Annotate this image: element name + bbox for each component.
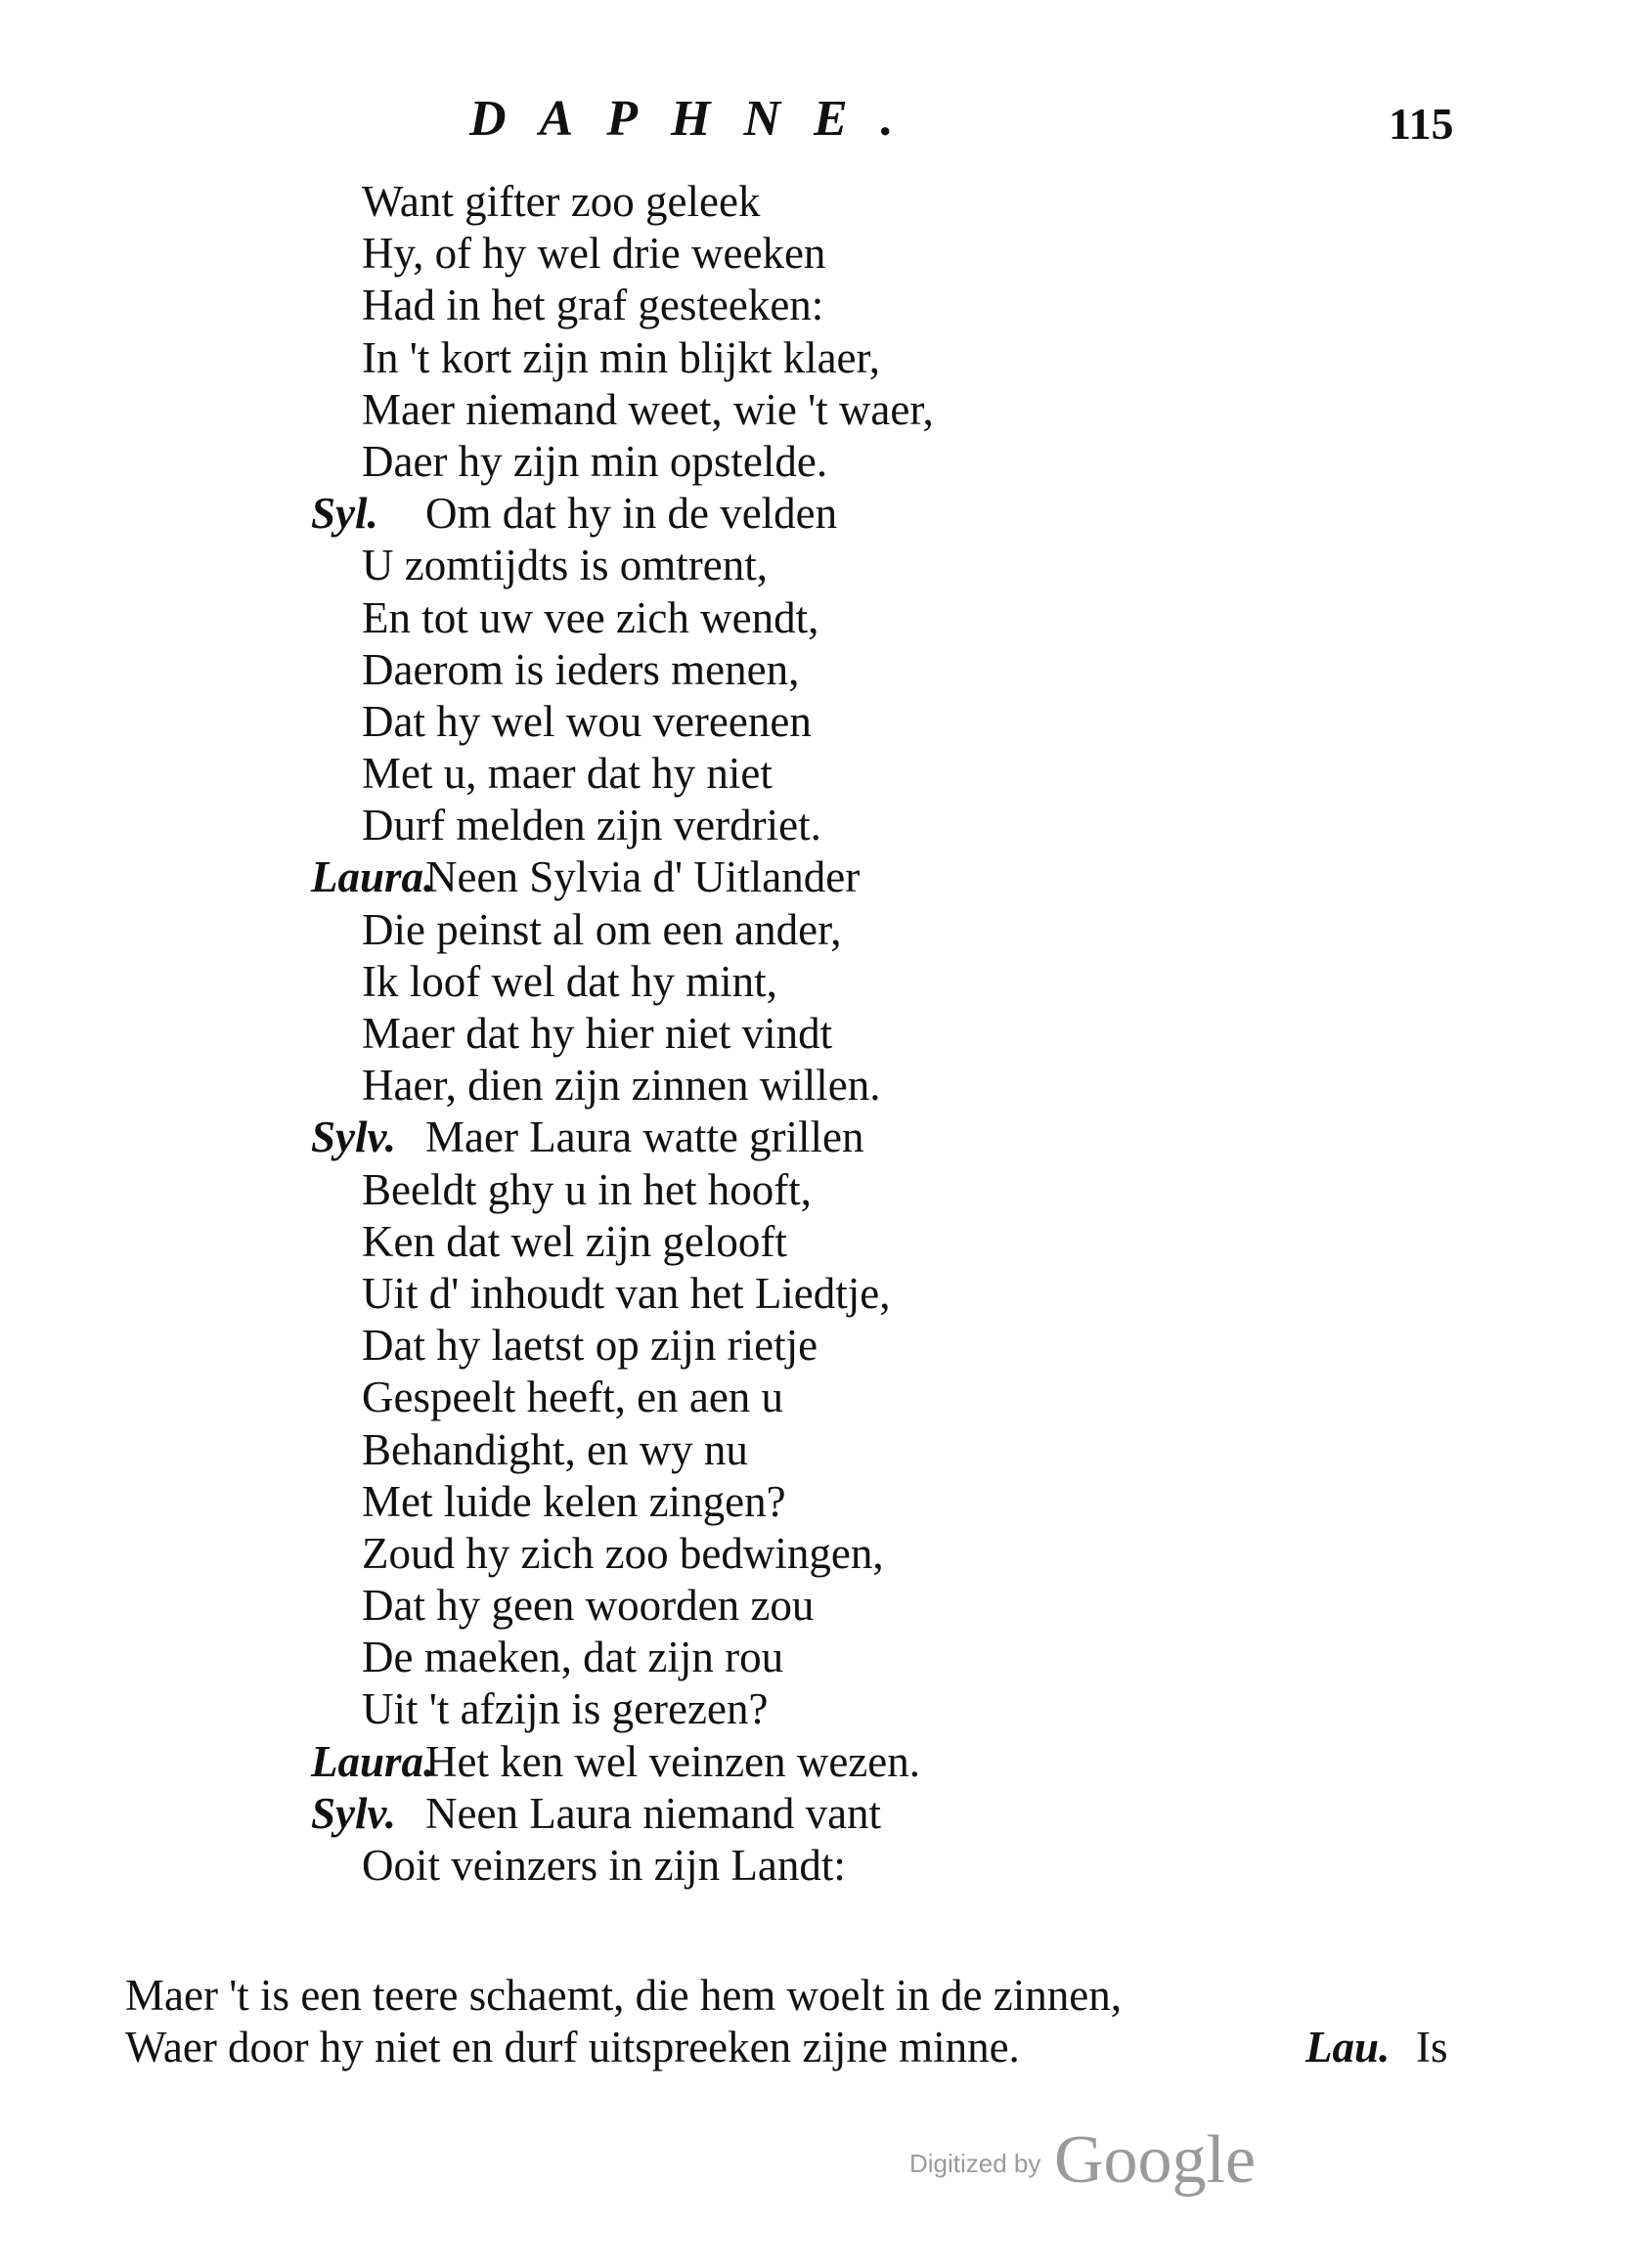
verse-line-text: Maer Laura watte grillen: [425, 1112, 864, 1162]
verse-line: [0, 956, 1636, 1008]
google-logo: Google: [1054, 2122, 1257, 2198]
verse-line-text: Die peinst al om een ander,: [362, 904, 842, 954]
verse-line: [0, 488, 1636, 540]
verse-line: [0, 1268, 1636, 1320]
page-header: [0, 90, 1636, 158]
verse-line: [0, 280, 1636, 331]
verse-line: [0, 332, 1636, 384]
verse-line-text: Het ken wel veinzen wezen.: [425, 1736, 921, 1786]
verse-line-text: Om dat hy in de velden: [425, 489, 838, 539]
closing-line-text: Waer door hy niet en durf uitspreeken zijne minne.: [125, 2023, 1020, 2072]
verse-line-text: Beeldt ghy u in het hooft,: [362, 1164, 812, 1214]
verse-line: [0, 592, 1636, 644]
verse-line: [0, 748, 1636, 800]
verse-line: [0, 436, 1636, 488]
verse-line: [0, 540, 1636, 591]
verse-line: [0, 1580, 1636, 1632]
verse-line: [0, 1372, 1636, 1423]
verse-line: [0, 1164, 1636, 1216]
verse-line-text: Neen Laura niemand vant: [425, 1788, 882, 1838]
verse-line-text: Maer dat hy hier niet vindt: [362, 1009, 833, 1058]
verse-line-text: Maer niemand weet, wie 't waer,: [362, 384, 934, 434]
verse-line-text: Zoud hy zich zoo bedwingen,: [362, 1528, 884, 1578]
verse-line-text: Daer hy zijn min opstelde.: [362, 436, 828, 486]
closing-line-text: Maer 't is een teere schaemt, die hem woelt in de zinnen,: [125, 1971, 1122, 2020]
closing-line-2: [0, 2022, 1636, 2073]
verse-line-text: En tot uw vee zich wendt,: [362, 592, 819, 642]
verse-line-text: De maeken, dat zijn rou: [362, 1633, 784, 1682]
verse-line-text: Dat hy wel wou vereenen: [362, 696, 812, 746]
verse-line: [0, 1216, 1636, 1268]
verse-line: [0, 851, 1636, 903]
verse-line: [0, 696, 1636, 748]
speaker-label: Laura.: [311, 852, 435, 902]
speaker-label: Sylv.: [311, 1112, 397, 1162]
verse-line-text: Want gifter zoo geleek: [362, 177, 761, 226]
closing-alexandrines: [0, 1970, 1636, 2073]
verse-line-text: Uit d' inhoudt van het Liedtje,: [362, 1268, 891, 1318]
verse-line: [0, 904, 1636, 956]
verse-line-text: Ik loof wel dat hy mint,: [362, 956, 777, 1006]
watermark-prefix: Digitized by: [909, 2149, 1041, 2178]
verse-line-text: In 't kort zijn min blijkt klaer,: [362, 332, 880, 382]
verse-line: [0, 1840, 1636, 1892]
verse-line: [0, 384, 1636, 436]
verse-line-text: Haer, dien zijn zinnen willen.: [362, 1061, 881, 1111]
verse-line: [0, 176, 1636, 228]
verse-line-text: Uit 't afzijn is gerezen?: [362, 1684, 769, 1734]
verse-line-text: Met u, maer dat hy niet: [362, 749, 773, 799]
verse-block: [0, 176, 1636, 1892]
verse-line: [0, 1683, 1636, 1735]
verse-line-text: Had in het graf gesteeken:: [362, 281, 824, 330]
verse-line-text: Behandight, en wy nu: [362, 1424, 748, 1474]
verse-line-text: Ooit veinzers in zijn Landt:: [362, 1841, 846, 1890]
running-title: DAPHNE.: [469, 91, 927, 147]
speaker-label: Laura.: [311, 1736, 435, 1786]
verse-line: [0, 1112, 1636, 1163]
verse-line: [0, 1008, 1636, 1060]
catchword: Is: [1416, 2023, 1448, 2072]
verse-line-text: Dat hy laetst op zijn rietje: [362, 1321, 818, 1371]
verse-line: [0, 1528, 1636, 1580]
page-number: 115: [1389, 99, 1454, 149]
speaker-label: Lau.: [1305, 2023, 1391, 2072]
verse-line: [0, 1476, 1636, 1528]
digitized-by-google-watermark: [909, 2121, 1320, 2200]
verse-line: [0, 1632, 1636, 1683]
verse-line: [0, 228, 1636, 280]
verse-line: [0, 1424, 1636, 1476]
verse-line: [0, 1060, 1636, 1112]
verse-line: [0, 800, 1636, 851]
verse-line-text: Hy, of hy wel drie weeken: [362, 229, 826, 279]
verse-line: [0, 1320, 1636, 1372]
verse-line-text: Durf melden zijn verdriet.: [362, 801, 821, 850]
verse-line-text: Neen Sylvia d' Uitlander: [425, 852, 861, 902]
verse-line-text: Dat hy geen woorden zou: [362, 1581, 815, 1631]
speaker-label: Sylv.: [311, 1788, 397, 1838]
verse-line-text: Gespeelt heeft, en aen u: [362, 1373, 784, 1422]
closing-line-1: [0, 1970, 1636, 2022]
speaker-label: Syl.: [311, 489, 378, 539]
verse-line: [0, 644, 1636, 696]
verse-line-text: Met luide kelen zingen?: [362, 1476, 786, 1526]
verse-line-text: U zomtijdts is omtrent,: [362, 541, 768, 590]
verse-line-text: Daerom is ieders menen,: [362, 644, 800, 694]
verse-line: [0, 1736, 1636, 1788]
verse-line-text: Ken dat wel zijn gelooft: [362, 1216, 787, 1266]
verse-line: [0, 1788, 1636, 1840]
